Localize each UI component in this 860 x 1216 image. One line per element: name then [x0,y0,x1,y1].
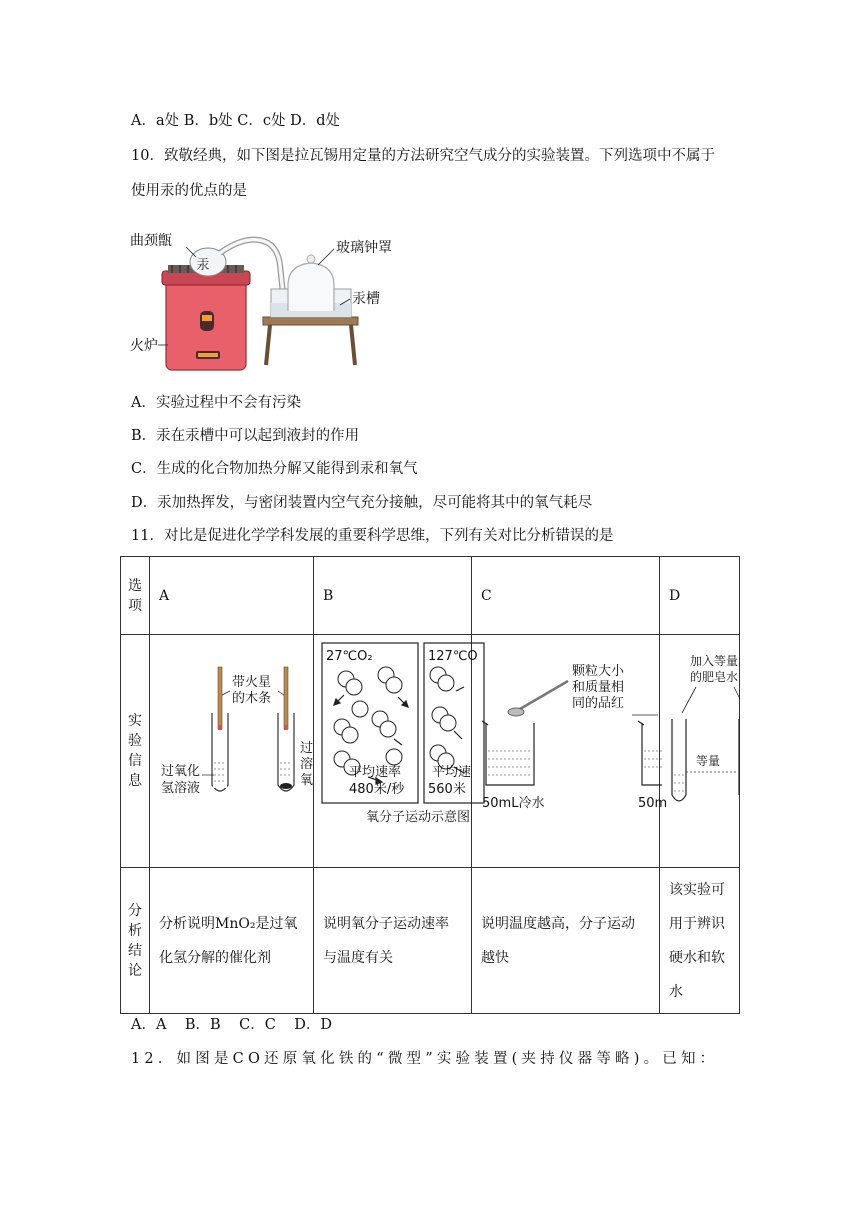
q10-option-c: C．生成的化合物加热分解又能得到汞和氧气 [131,461,418,477]
row-header-conclusion: 分 析 结 论 [121,868,150,1014]
fig-c-beakers [472,635,668,861]
svg-text:氢溶液: 氢溶液 [161,781,201,796]
label-retort: 曲颈甑 [130,233,172,249]
q10-stem-line1: 10．致敬经典，如下图是拉瓦锡用定量的方法研究空气成分的实验装置。下列选项中不属于 [131,148,715,164]
svg-text:的肥皂水: 的肥皂水 [690,670,739,684]
svg-text:同的品红: 同的品红 [572,696,625,711]
q10-stem-line2: 使用汞的优点的是 [131,183,247,199]
fig-d-cell [660,635,740,868]
fig-d-equal: 等量 [696,754,721,768]
fig-b-caption: 氧分子运动示意图 [366,810,471,825]
fig-b-left-speed: 480米/秒 [349,782,405,797]
lavoisier-apparatus-figure [128,225,408,375]
col-header-a: A [150,557,314,635]
q9-options: A．a处 B．b处 C．c处 D．d处 [131,113,341,129]
q11-stem: 11．对比是促进化学学科发展的重要科学思维，下列有关对比分析错误的是 [131,528,614,544]
q11-comparison-table [120,556,740,1014]
fig-c-beaker-right: 50m [638,796,668,811]
svg-text:过: 过 [300,741,314,756]
row-header-info: 实 验 信 息 [121,635,150,868]
fig-b-right-speed-label: 平均速 [432,765,472,780]
svg-text:和质量相: 和质量相 [572,680,625,695]
fig-b-right-temp: 127℃O [428,649,478,664]
col-header-c: C [472,557,660,635]
q12-stem: 12．如图是CO还原氧化铁的“微型”实验装置(夹持仪器等略)。已知： [131,1051,719,1067]
svg-text:加入等量: 加入等量 [690,654,739,668]
col-header-d: D [660,557,740,635]
q11-options: A．A B．B C．C D．D [131,1017,333,1033]
fig-b-left-speed-label: 平均速率 [349,765,402,780]
row-header-option: 选 项 [121,557,150,635]
fig-c-beaker-left: 50mL冷水 [482,796,545,811]
fig-a-test-tubes [150,635,314,861]
fig-d-test-tubes [660,635,740,861]
conclusion-c: 说明温度越高，分子运动 越快 [472,868,660,1014]
fig-b-cell [314,635,478,868]
svg-text:的木条: 的木条 [232,691,272,706]
fig-b-left-temp: 27℃O₂ [326,649,373,664]
fig-a-cell [150,635,314,868]
fig-b-oxygen-molecules [314,635,478,861]
svg-text:过氧化: 过氧化 [161,764,201,779]
fig-c-cell [472,635,668,868]
svg-text:溶: 溶 [300,757,314,772]
fig-b-right-speed: 560米 [428,782,466,797]
svg-text:氧: 氧 [300,773,314,788]
col-header-b: B [314,557,472,635]
svg-text:颗粒大小: 颗粒大小 [572,664,625,679]
svg-text:带火星: 带火星 [232,675,272,690]
q10-option-b: B．汞在汞槽中可以起到液封的作用 [131,428,360,444]
label-furnace: 火炉 [130,338,158,354]
label-mercury: 汞 [196,258,210,273]
conclusion-d: 该实验可 用于辨识 硬水和软 水 [660,868,740,1014]
q10-option-d: D．汞加热挥发，与密闭装置内空气充分接触，尽可能将其中的氧气耗尽 [131,495,593,511]
label-trough: 汞槽 [352,291,380,307]
conclusion-a: 分析说明MnO₂是过氧 化氢分解的催化剂 [150,868,314,1014]
conclusion-b: 说明氧分子运动速率 与温度有关 [314,868,472,1014]
q10-option-a: A．实验过程中不会有污染 [131,395,301,411]
label-bell-jar: 玻璃钟罩 [336,240,392,256]
